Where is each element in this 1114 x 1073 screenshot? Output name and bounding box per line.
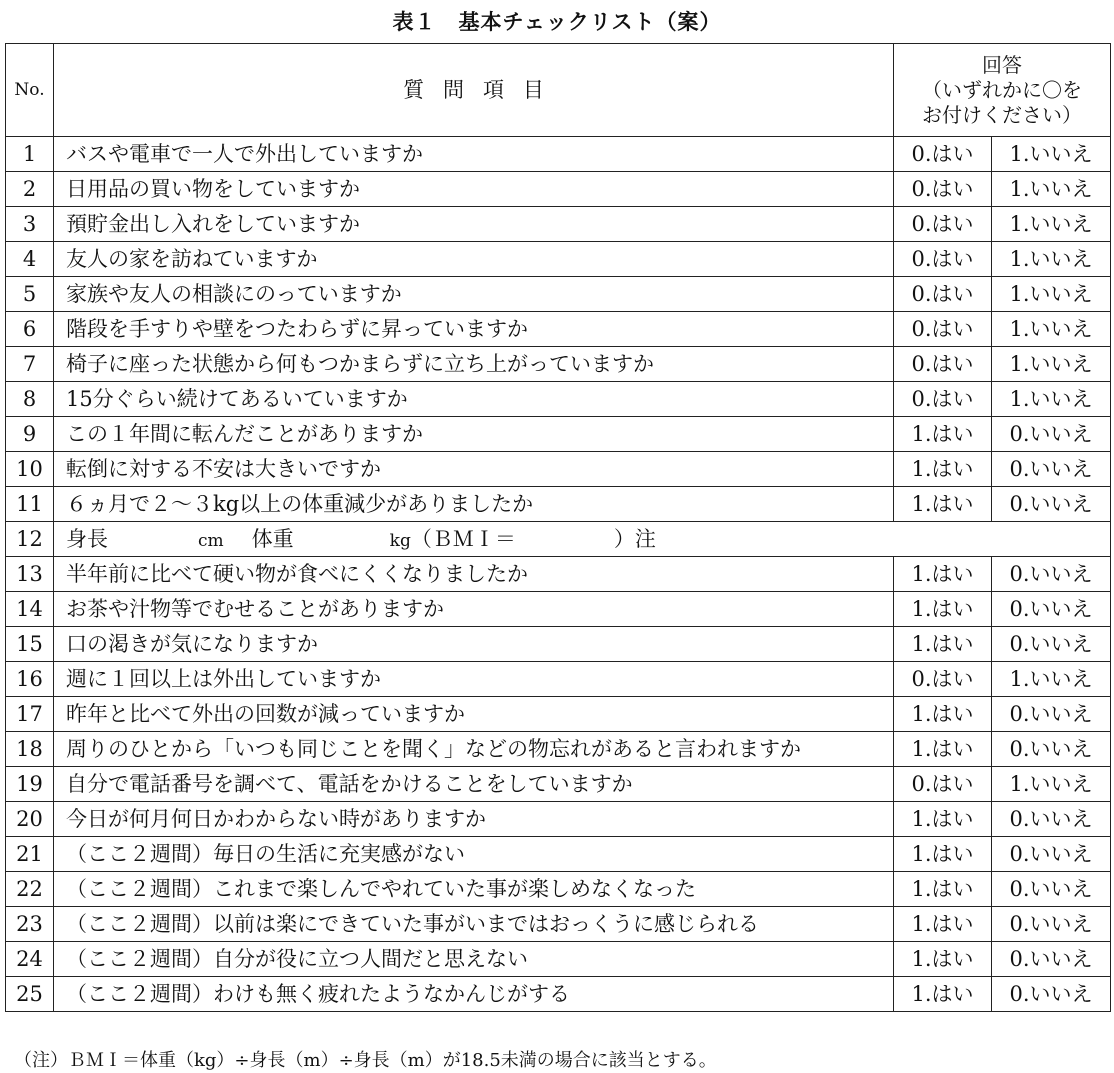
question-text: 友人の家を訪ねていますか xyxy=(54,242,894,277)
answer-option-yes[interactable]: 1.はい xyxy=(894,872,992,907)
header-answer-instruction-2: お付けください） xyxy=(922,102,1082,127)
table-row xyxy=(6,662,1111,697)
row-number: 6 xyxy=(6,312,54,347)
answer-option-yes[interactable]: 1.はい xyxy=(894,732,992,767)
answer-option-no[interactable]: 0.いいえ xyxy=(992,557,1111,592)
answer-option-no[interactable]: 0.いいえ xyxy=(992,697,1111,732)
answer-option-yes[interactable]: 1.はい xyxy=(894,977,992,1012)
answer-option-yes[interactable]: 0.はい xyxy=(894,172,992,207)
bmi-open: （ＢＭＩ＝ xyxy=(410,526,516,551)
table-row xyxy=(6,802,1111,837)
table-row xyxy=(6,627,1111,662)
table-header-row xyxy=(6,44,1111,137)
question-text: 口の渇きが気になりますか xyxy=(54,627,894,662)
question-text: 転倒に対する不安は大きいですか xyxy=(54,452,894,487)
row-number: 10 xyxy=(6,452,54,487)
row-number: 21 xyxy=(6,837,54,872)
row-number: 3 xyxy=(6,207,54,242)
question-text: 自分で電話番号を調べて、電話をかけることをしていますか xyxy=(54,767,894,802)
row-number: 13 xyxy=(6,557,54,592)
answer-option-yes[interactable]: 0.はい xyxy=(894,347,992,382)
question-text: バスや電車で一人で外出していますか xyxy=(54,137,894,172)
table-row xyxy=(6,382,1111,417)
height-label: 身長 xyxy=(66,526,108,551)
answer-option-no[interactable]: 0.いいえ xyxy=(992,872,1111,907)
header-answer-instruction-1: （いずれかに〇を xyxy=(922,77,1082,102)
question-text: 椅子に座った状態から何もつかまらずに立ち上がっていますか xyxy=(54,347,894,382)
table-row xyxy=(6,137,1111,172)
table-row xyxy=(6,347,1111,382)
question-text: 今日が何月何日かわからない時がありますか xyxy=(54,802,894,837)
row-number: 14 xyxy=(6,592,54,627)
answer-option-no[interactable]: 0.いいえ xyxy=(992,802,1111,837)
row-number: 22 xyxy=(6,872,54,907)
header-answer-title: 回答 xyxy=(982,52,1022,77)
row-number: 8 xyxy=(6,382,54,417)
answer-option-yes[interactable]: 1.はい xyxy=(894,452,992,487)
table-row xyxy=(6,172,1111,207)
answer-option-no[interactable]: 0.いいえ xyxy=(992,452,1111,487)
question-text: 半年前に比べて硬い物が食べにくくなりましたか xyxy=(54,557,894,592)
table-row xyxy=(6,242,1111,277)
question-text: 15分ぐらい続けてあるいていますか xyxy=(54,382,894,417)
row-number: 11 xyxy=(6,487,54,522)
row-number: 12 xyxy=(6,522,54,557)
header-question: 質問項目 xyxy=(54,44,894,137)
table-title: 表１ 基本チェックリスト（案） xyxy=(392,10,722,34)
row-number: 9 xyxy=(6,417,54,452)
weight-label: 体重 xyxy=(251,526,294,551)
table-row xyxy=(6,487,1111,522)
answer-option-yes[interactable]: 0.はい xyxy=(894,312,992,347)
rows-group-a xyxy=(6,137,1111,522)
answer-option-no[interactable]: 1.いいえ xyxy=(992,382,1111,417)
answer-option-no[interactable]: 1.いいえ xyxy=(992,662,1111,697)
basic-checklist-table xyxy=(5,43,1111,1012)
table-row xyxy=(6,732,1111,767)
question-text: この１年間に転んだことがありますか xyxy=(54,417,894,452)
answer-option-yes[interactable]: 1.はい xyxy=(894,907,992,942)
row-12-group xyxy=(6,522,1111,557)
answer-option-yes[interactable]: 1.はい xyxy=(894,487,992,522)
table-row xyxy=(6,977,1111,1012)
row-number: 15 xyxy=(6,627,54,662)
question-text: 周りのひとから「いつも同じことを聞く」などの物忘れがあると言われますか xyxy=(54,732,894,767)
row-number: 4 xyxy=(6,242,54,277)
answer-option-no[interactable]: 1.いいえ xyxy=(992,312,1111,347)
answer-option-yes[interactable]: 0.はい xyxy=(894,242,992,277)
table-row xyxy=(6,837,1111,872)
answer-option-yes[interactable]: 1.はい xyxy=(894,592,992,627)
footnote: （注）ＢＭＩ＝体重（kg）÷身長（m）÷身長（m）が18.5未満の場合に該当とする。 xyxy=(14,1050,717,1071)
answer-option-yes[interactable]: 1.はい xyxy=(894,557,992,592)
answer-option-yes[interactable]: 1.はい xyxy=(894,942,992,977)
row-number: 18 xyxy=(6,732,54,767)
row-number: 24 xyxy=(6,942,54,977)
table-row xyxy=(6,697,1111,732)
question-text: 階段を手すりや壁をつたわらずに昇っていますか xyxy=(54,312,894,347)
answer-option-no[interactable]: 0.いいえ xyxy=(992,732,1111,767)
row-number: 5 xyxy=(6,277,54,312)
answer-option-no[interactable]: 0.いいえ xyxy=(992,942,1111,977)
answer-option-yes[interactable]: 0.はい xyxy=(894,277,992,312)
answer-option-no[interactable]: 0.いいえ xyxy=(992,907,1111,942)
answer-option-yes[interactable]: 1.はい xyxy=(894,697,992,732)
weight-unit: kg xyxy=(389,530,411,551)
header-no: No. xyxy=(6,44,54,137)
question-text: 昨年と比べて外出の回数が減っていますか xyxy=(54,697,894,732)
question-text: （ここ２週間）これまで楽しんでやれていた事が楽しめなくなった xyxy=(54,872,894,907)
answer-option-no[interactable]: 0.いいえ xyxy=(992,627,1111,662)
answer-option-no[interactable]: 1.いいえ xyxy=(992,242,1111,277)
row-number: 20 xyxy=(6,802,54,837)
table-row xyxy=(6,907,1111,942)
table-row xyxy=(6,942,1111,977)
answer-option-no[interactable]: 0.いいえ xyxy=(992,487,1111,522)
answer-option-yes[interactable]: 1.はい xyxy=(894,627,992,662)
header-answer xyxy=(894,44,1111,137)
rows-group-b xyxy=(6,557,1111,1012)
question-text: 家族や友人の相談にのっていますか xyxy=(54,277,894,312)
bmi-entry-cell xyxy=(54,522,1111,557)
question-text: （ここ２週間）わけも無く疲れたようなかんじがする xyxy=(54,977,894,1012)
table-row xyxy=(6,452,1111,487)
table-row xyxy=(6,417,1111,452)
height-unit: cm xyxy=(198,530,224,551)
answer-option-no[interactable]: 0.いいえ xyxy=(992,592,1111,627)
answer-option-no[interactable]: 1.いいえ xyxy=(992,767,1111,802)
answer-option-no[interactable]: 1.いいえ xyxy=(992,172,1111,207)
table-row xyxy=(6,767,1111,802)
answer-option-no[interactable]: 1.いいえ xyxy=(992,207,1111,242)
answer-option-yes[interactable]: 0.はい xyxy=(894,207,992,242)
answer-option-yes[interactable]: 1.はい xyxy=(894,837,992,872)
question-text: 週に１回以上は外出していますか xyxy=(54,662,894,697)
bmi-close-note: ）注 xyxy=(613,526,656,551)
question-text: （ここ２週間）自分が役に立つ人間だと思えない xyxy=(54,942,894,977)
answer-option-yes[interactable]: 0.はい xyxy=(894,137,992,172)
row-number: 7 xyxy=(6,347,54,382)
table-row xyxy=(6,277,1111,312)
answer-option-no[interactable]: 1.いいえ xyxy=(992,137,1111,172)
answer-option-no[interactable]: 0.いいえ xyxy=(992,417,1111,452)
answer-option-yes[interactable]: 0.はい xyxy=(894,662,992,697)
question-text: ６ヵ月で２～３kg以上の体重減少がありましたか xyxy=(54,487,894,522)
question-text: 預貯金出し入れをしていますか xyxy=(54,207,894,242)
table-row xyxy=(6,312,1111,347)
answer-option-yes[interactable]: 0.はい xyxy=(894,767,992,802)
table-row xyxy=(6,592,1111,627)
table-row xyxy=(6,207,1111,242)
row-number: 16 xyxy=(6,662,54,697)
row-number: 23 xyxy=(6,907,54,942)
table-row xyxy=(6,557,1111,592)
row-number: 17 xyxy=(6,697,54,732)
row-number: 2 xyxy=(6,172,54,207)
answer-option-no[interactable]: 0.いいえ xyxy=(992,837,1111,872)
row-number: 25 xyxy=(6,977,54,1012)
answer-option-yes[interactable]: 1.はい xyxy=(894,417,992,452)
answer-option-no[interactable]: 1.いいえ xyxy=(992,347,1111,382)
answer-option-yes[interactable]: 1.はい xyxy=(894,802,992,837)
answer-option-no[interactable]: 0.いいえ xyxy=(992,977,1111,1012)
answer-option-yes[interactable]: 0.はい xyxy=(894,382,992,417)
row-number: 19 xyxy=(6,767,54,802)
table-row xyxy=(6,872,1111,907)
row-number: 1 xyxy=(6,137,54,172)
table-row-bmi xyxy=(6,522,1111,557)
question-text: お茶や汁物等でむせることがありますか xyxy=(54,592,894,627)
question-text: （ここ２週間）毎日の生活に充実感がない xyxy=(54,837,894,872)
question-text: 日用品の買い物をしていますか xyxy=(54,172,894,207)
question-text: （ここ２週間）以前は楽にできていた事がいまではおっくうに感じられる xyxy=(54,907,894,942)
answer-option-no[interactable]: 1.いいえ xyxy=(992,277,1111,312)
